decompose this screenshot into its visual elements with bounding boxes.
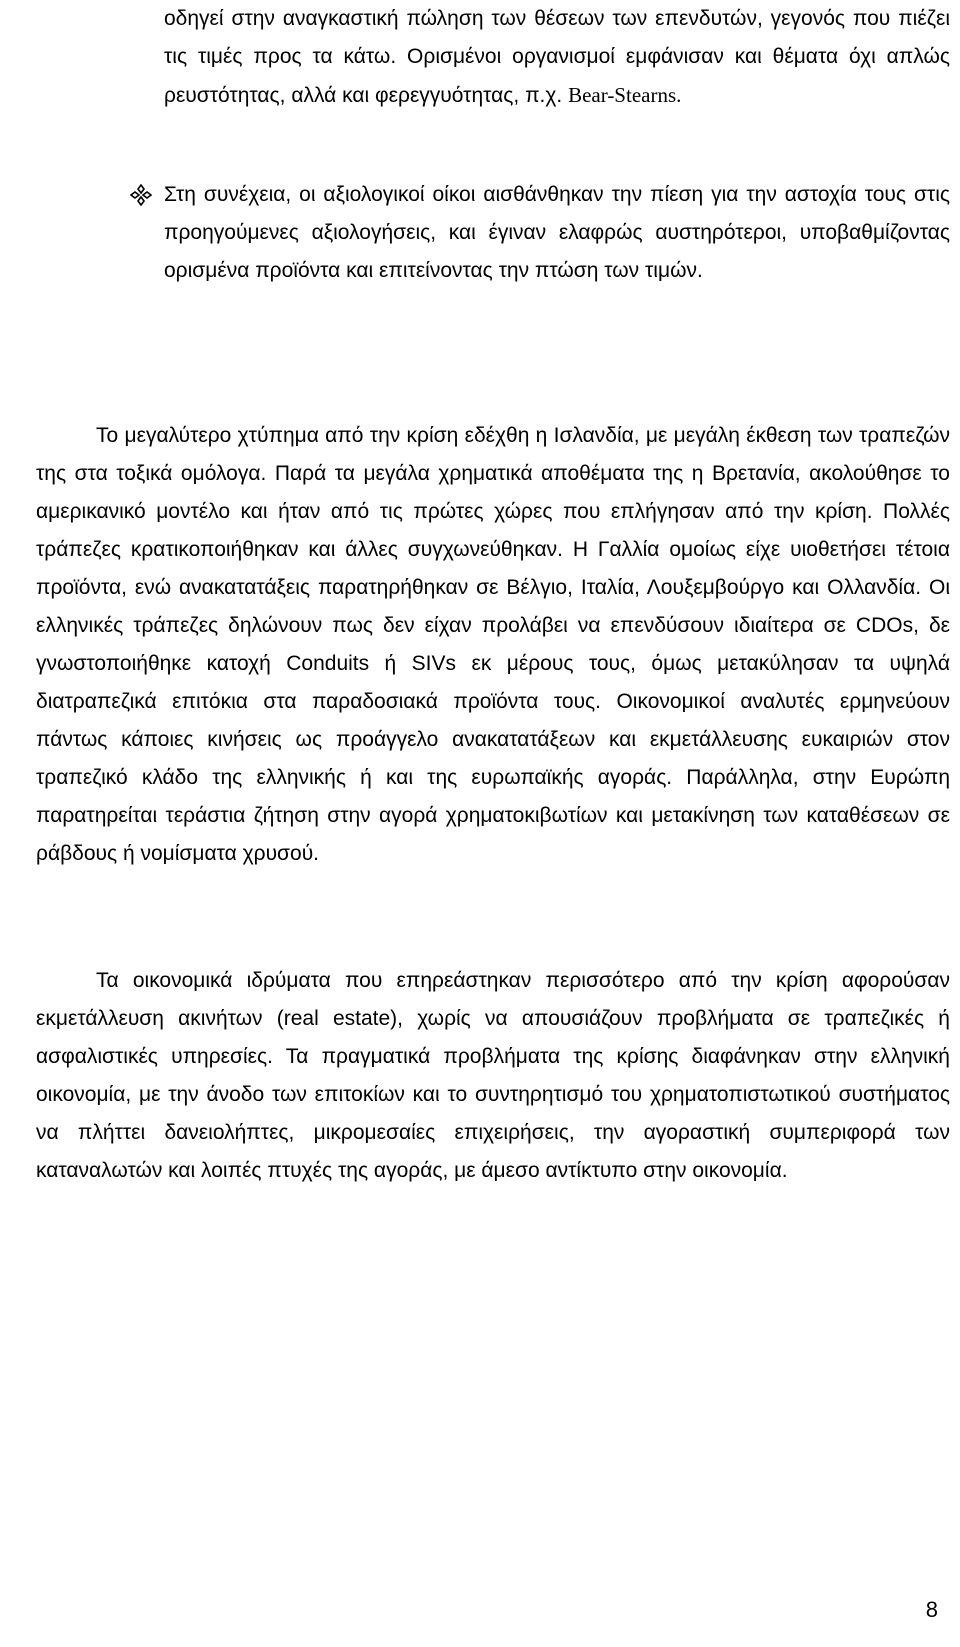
body-paragraph-1 xyxy=(36,417,950,873)
bullet-item xyxy=(130,176,950,290)
bullet-text: Στη συνέχεια, οι αξιολογικοί οίκοι αισθάνθηκαν την πίεση για την αστοχία τους στις προηγούμενες αξιολογήσεις, και έγιναν ελαφρώς αυστηρότεροι, υποβαθμίζοντας ορισμένα προϊόντα και επιτείνοντας την πτώση των τιμών. xyxy=(164,183,950,282)
continuation-text: οδηγεί στην αναγκαστική πώληση των θέσεων των επενδυτών, γεγονός που πιέζει τις τιμές προς τα κάτω. Ορισμένοι οργανισμοί εμφάνισαν και θέματα όχι απλώς ρευστότητας, αλλά και φερεγγυότητας, π.χ. xyxy=(164,7,950,107)
bear-stearns-text: Bear-Stearns. xyxy=(568,83,682,107)
paragraph-text: Τα οικονομικά ιδρύματα που επηρεάστηκαν περισσότερο από την κρίση αφορούσαν εκμετάλλευση ακινήτων (real estate), χωρίς να απουσιάζουν προβλήματα σε τραπεζικές ή ασφαλιστικές υπηρεσίες. Τα πραγματικά προβλήματα της κρίσης διαφάνηκαν στην ελληνική οικονομία, με την άνοδο των επιτοκίων και το συντηρητισμό του χρηματοπιστωτικού συστήματος να πλήττει δανειολήπτες, μικρομεσαίες επιχειρήσεις, την αγοραστική συμπεριφορά των καταναλωτών και λοιπές πτυχές της αγοράς, με άμεσο αντίκτυπο στην οικονομία. xyxy=(36,969,950,1182)
continuation-text-block xyxy=(164,0,950,115)
paragraph-text: Το μεγαλύτερο χτύπημα από την κρίση εδέχθη η Ισλανδία, με μεγάλη έκθεση των τραπεζών της στα τοξικά ομόλογα. Παρά τα μεγάλα χρηματικά αποθέματα της η Βρετανία, ακολούθησε το αμερικανικό μοντέλο και ήταν από τις πρώτες χώρες που επλήγησαν από την κρίση. Πολλές τράπεζες κρατικοποιήθηκαν και άλλες συγχωνεύθηκαν. Η Γαλλία ομοίως είχε υιοθετήσει τέτοια προϊόντα, ενώ ανακατατάξεις παρατηρήθηκαν σε Βέλγιο, Ιταλία, Λουξεμβούργο και Ολλανδία. Οι ελληνικές τράπεζες δηλώνουν πως δεν είχαν προλάβει να επενδύσουν ιδιαίτερα σε CDOs, δε γνωστοποιήθηκε κατοχή Conduits ή SIVs εκ μέρους τους, όμως μετακύλησαν τα υψηλά διατραπεζικά επιτόκια στα παραδοσιακά προϊόντα τους. Οικονομικοί αναλυτές ερμηνεύουν πάντως κάποιες κινήσεις ως προάγγελο ανακατατάξεων και εκμετάλλευσης ευκαιριών στον τραπεζικό κλάδο της ελληνικής ή και της ευρωπαϊκής αγοράς. Παράλληλα, στην Ευρώπη παρατηρείται τεράστια ζήτηση στην αγορά χρηματοκιβωτίων και μετακίνηση των καταθέσεων σε ράβδους ή νομίσματα χρυσού. xyxy=(36,424,950,865)
continuation-paragraph xyxy=(164,0,950,115)
body-paragraph-2 xyxy=(36,962,950,1190)
diamond-bullet-icon xyxy=(130,184,152,206)
page-number: 8 xyxy=(925,1597,938,1622)
